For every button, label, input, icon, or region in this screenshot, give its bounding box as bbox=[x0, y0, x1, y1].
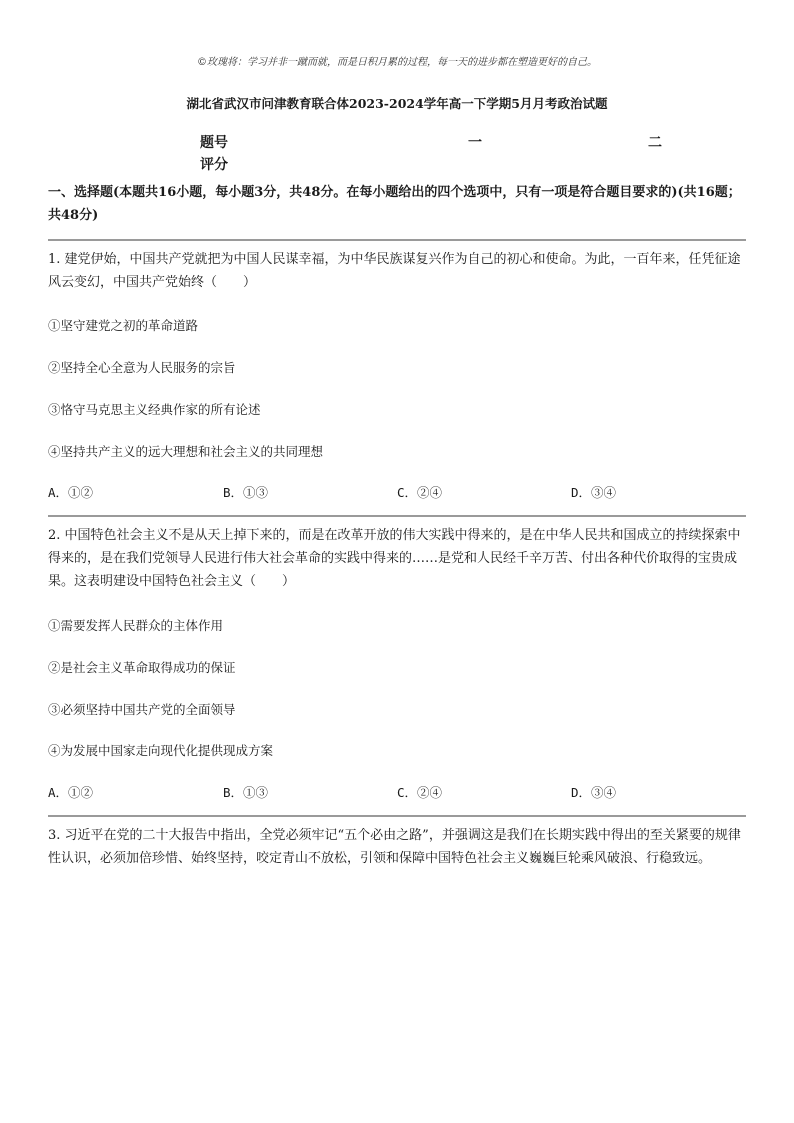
question-1-stem: 1. 建党伊始，中国共产党就把为中国人民谋幸福，为中华民族谋复兴作为自己的初心和使命。为此，一百年来，任凭征途风云变幻，中国共产党始终（ ） bbox=[48, 252, 741, 290]
divider bbox=[48, 239, 746, 241]
question-1-item-3: ③恪守马克思主义经典作家的所有论述 bbox=[48, 402, 261, 417]
question-2-choice-b[interactable]: B．①③ bbox=[223, 785, 269, 800]
score-label: 评分 bbox=[200, 157, 228, 173]
question-2-item-2: ②是社会主义革命取得成功的保证 bbox=[48, 660, 236, 675]
divider bbox=[48, 815, 746, 817]
question-1-choice-b[interactable]: B．①③ bbox=[223, 485, 269, 500]
question-2-item-1: ①需要发挥人民群众的主体作用 bbox=[48, 618, 224, 633]
section-heading: 一、选择题(本题共16小题，每小题3分，共48分。在每小题给出的四个选项中，只有一项是符合题目要求的)(共16题；共48分) bbox=[48, 185, 741, 223]
section-one-column: 一 bbox=[468, 135, 482, 151]
question-2-item-4: ④为发展中国家走向现代化提供现成方案 bbox=[48, 743, 274, 758]
question-2-choice-c[interactable]: C．②④ bbox=[397, 785, 443, 800]
question-1-item-4: ④坚持共产主义的远大理想和社会主义的共同理想 bbox=[48, 444, 324, 459]
question-1-choice-c[interactable]: C．②④ bbox=[397, 485, 443, 500]
question-1-item-1: ①坚守建党之初的革命道路 bbox=[48, 318, 199, 333]
score-table-header-row bbox=[200, 132, 680, 154]
motto-header: ©玫瑰将：学习并非一蹴而就，而是日积月累的过程，每一天的进步都在塑造更好的自己。 bbox=[197, 57, 597, 68]
question-2-item-3: ③必须坚持中国共产党的全面领导 bbox=[48, 702, 236, 717]
question-number-label: 题号 bbox=[200, 135, 228, 151]
question-3-stem: 3. 习近平在党的二十大报告中指出，全党必须牢记“五个必由之路”，并强调这是我们在长期实践中得出的至关紧要的规律性认识，必须加倍珍惜、始终坚持，咬定青山不放松，引领和保障中国特色社会主义巍巍巨轮乘风破浪、行稳致远。 bbox=[48, 828, 741, 866]
question-1-item-2: ②坚持全心全意为人民服务的宗旨 bbox=[48, 360, 236, 375]
question-1-choice-a[interactable]: A．①② bbox=[48, 485, 94, 500]
section-two-column: 二 bbox=[648, 135, 662, 151]
question-2-choice-a[interactable]: A．①② bbox=[48, 785, 94, 800]
question-2-choice-d[interactable]: D．③④ bbox=[571, 785, 617, 800]
question-1-choice-d[interactable]: D．③④ bbox=[571, 485, 617, 500]
divider bbox=[48, 515, 746, 517]
score-table bbox=[200, 132, 680, 176]
question-2-stem: 2. 中国特色社会主义不是从天上掉下来的，而是在改革开放的伟大实践中得来的，是在中华人民共和国成立的持续探索中得来的，是在我们党领导人民进行伟大社会革命的实践中得来的……是党和人民经千辛万苦、付出各种代价取得的宝贵成果。这表明建设中国特色社会主义（ ） bbox=[48, 528, 741, 589]
score-table-score-row bbox=[200, 154, 680, 176]
exam-title: 湖北省武汉市问津教育联合体2023-2024学年高一下学期5月月考政治试题 bbox=[186, 96, 608, 111]
